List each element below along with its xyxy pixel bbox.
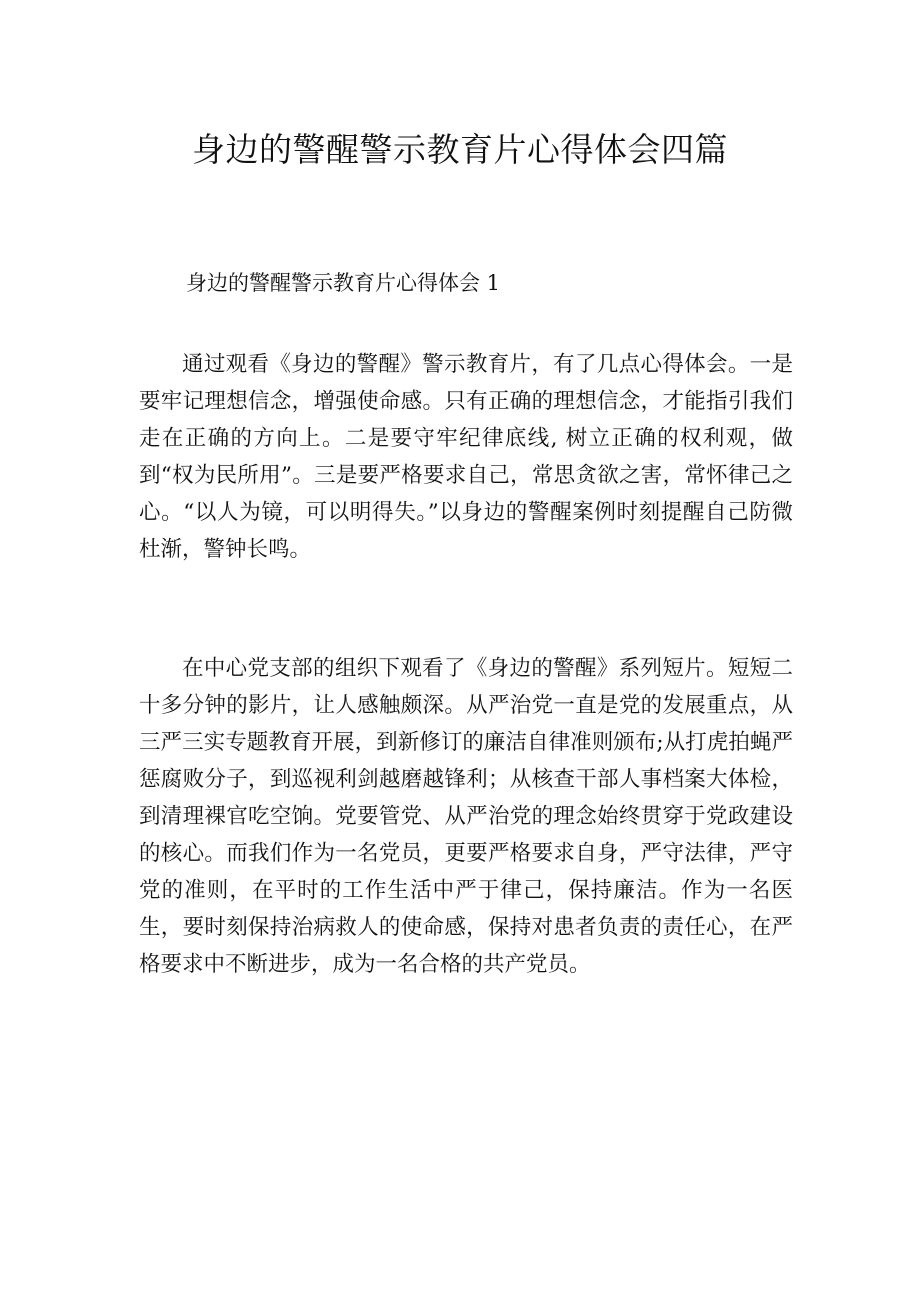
body-paragraph-1: 通过观看《身边的警醒》警示教育片，有了几点心得体会。一是要牢记理想信念，增强使命感。只有正确的理想信念，才能指引我们走在正确的方向上。二是要守牢纪律底线, 树立正确的权利观，做到“权为民所用”。三是要严格要求自己，常思贪欲之害，常怀律己之心。“以人为镜，可以明得失。”以身边的警醒案例时刻提醒自己防微杜渐，警钟长鸣。: [139, 352, 793, 562]
body-paragraph-2: 在中心党支部的组织下观看了《身边的警醒》系列短片。短短二十多分钟的影片，让人感触颇深。从严治党一直是党的发展重点，从三严三实专题教育开展，到新修订的廉洁自律准则颁布;从打虎拍蝇严惩腐败分子，到巡视利剑越磨越锋利；从核查干部人事档案大体检，到清理裸官吃空饷。党要管党、从严治党的理念始终贯穿于党政建设的核心。而我们作为一名党员，更要严格要求自身，严守法律，严守党的准则，在平时的工作生活中严于律己，保持廉洁。作为一名医生，要时刻保持治病救人的使命感，保持对患者负责的责任心，在严格要求中不断进步，成为一名合格的共产党员。: [139, 656, 793, 977]
section-heading: 身边的警醒警示教育片心得体会 1: [186, 271, 501, 295]
document-title: 身边的警醒警示教育片心得体会四篇: [192, 130, 728, 169]
